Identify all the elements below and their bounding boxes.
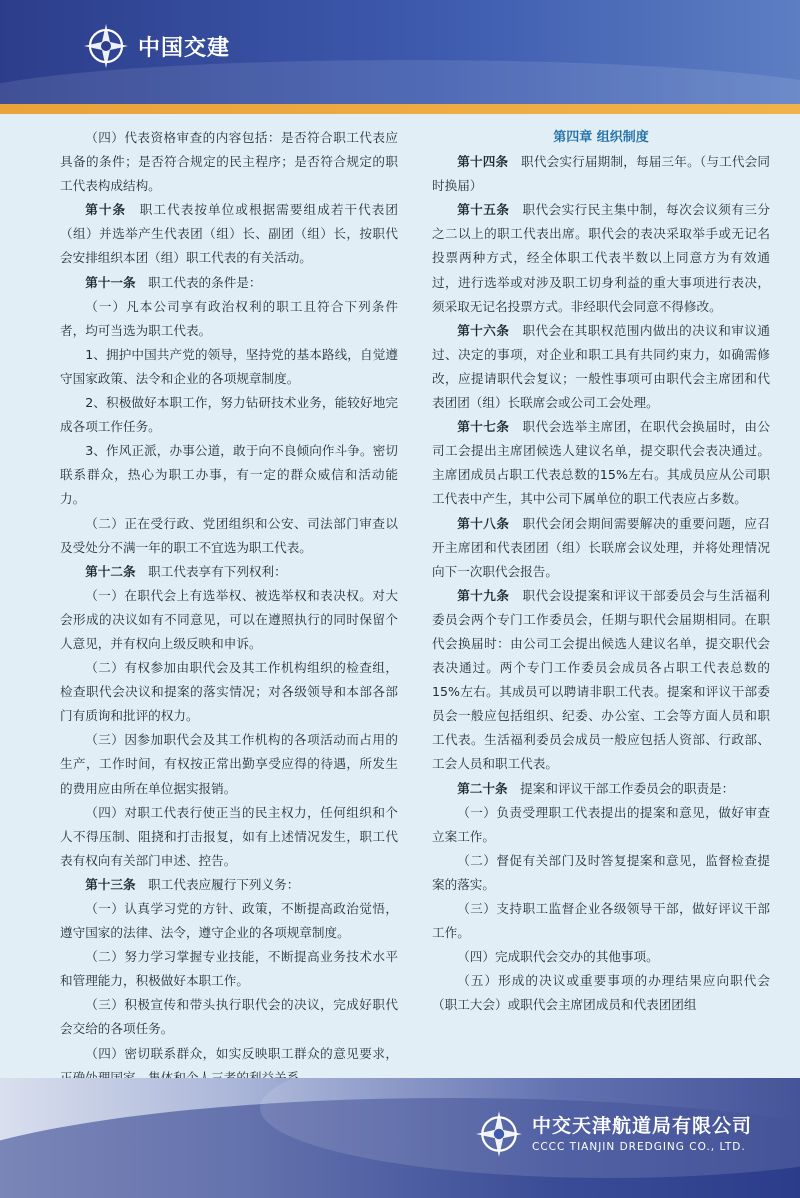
article-number: 第二十条 bbox=[457, 780, 508, 796]
paragraph-text: 职工代表的条件是： bbox=[148, 274, 262, 290]
company-name-cn: 中交天津航道局有限公司 bbox=[532, 1115, 753, 1137]
clause-paragraph bbox=[60, 728, 398, 800]
paragraph-text: 职代会实行届期制，每届三年。（与工代会同时换届） bbox=[432, 154, 771, 194]
clause-paragraph bbox=[60, 295, 398, 343]
paragraph-text: （五）形成的决议或重要事项的办理结果应向职代会（职工大会）或职代会主席团成员和代表团团组 bbox=[432, 973, 770, 1013]
article-paragraph bbox=[432, 415, 770, 511]
clause-paragraph bbox=[432, 969, 770, 1017]
clause-paragraph bbox=[60, 945, 398, 993]
paragraph-text: （一）负责受理职工代表提出的提案和意见，做好审查立案工作。 bbox=[432, 804, 770, 844]
paragraph-text: （四）密切联系群众，如实反映职工群众的意见要求， bbox=[85, 1045, 398, 1061]
clause-paragraph bbox=[60, 584, 398, 656]
article-paragraph bbox=[60, 873, 398, 897]
right-column bbox=[432, 126, 770, 1090]
paragraph-text: 2、积极做好本职工作，努力钻研技术业务，能较好地完成各项工作任务。 bbox=[60, 395, 398, 435]
paragraph-text: （三）因参加职代会及其工作机构的各项活动而占用的生产，工作时间，有权按正常出勤享受应得的待遇，所发生的费用应由所在单位据实报销。 bbox=[60, 732, 398, 796]
cccc-compass-logo-icon bbox=[82, 22, 130, 70]
article-number: 第十九条 bbox=[457, 587, 510, 603]
article-paragraph bbox=[60, 271, 398, 295]
article-number: 第十一条 bbox=[85, 274, 136, 290]
clause-paragraph bbox=[432, 801, 770, 849]
header-brand bbox=[82, 22, 230, 70]
paragraph-text: （二）努力学习掌握专业技能，不断提高业务技术水平和管理能力，积极做好本职工作。 bbox=[60, 949, 398, 989]
paragraph-text: （三）支持职工监督企业各级领导干部，做好评议干部工作。 bbox=[432, 901, 770, 941]
paragraph-text: （二）正在受行政、党团组织和公安、司法部门审查以及受处分不满一年的职工不宜选为职工代表。 bbox=[60, 515, 398, 555]
clause-paragraph bbox=[60, 897, 398, 945]
paragraph-text: 职工代表应履行下列义务： bbox=[148, 876, 300, 892]
document-body bbox=[60, 126, 770, 1090]
paragraph-text: （二）督促有关部门及时答复提案和意见，监督检查提案的落实。 bbox=[432, 852, 770, 892]
paragraph-text: （四）代表资格审查的内容包括：是否符合职工代表应具备的条件；是否符合规定的民主程序；是否符合规定的职工代表构成结构。 bbox=[60, 130, 398, 194]
paragraph-text: 职代会实行民主集中制，每次会议须有三分之二以上的职工代表出席。职代会的表决采取举手或无记名投票两种方式，经全体职工代表半数以上同意方为有效通过，进行选举或对涉及职工切身利益的重大事项进行表决，须采取无记名投票方式。非经职代会同意不得修改。 bbox=[432, 202, 771, 314]
article-number: 第十四条 bbox=[457, 154, 509, 170]
accent-bar bbox=[0, 104, 800, 114]
paragraph-text: （二）有权参加由职代会及其工作机构组织的检查组，检查职代会决议和提案的落实情况；对各级领导和本部各部门有质询和批评的权力。 bbox=[60, 660, 398, 724]
clause-paragraph bbox=[432, 849, 770, 897]
paragraph-text: 职工代表享有下列权利： bbox=[148, 563, 287, 579]
clause-paragraph bbox=[60, 391, 398, 439]
company-name-en: CCCC TIANJIN DREDGING CO., LTD. bbox=[532, 1141, 746, 1153]
paragraph-text: 职代会闭会期间需要解决的重要问题，应召开主席团和代表团团（组）长联席会议处理，并将处理情况向下一次职代会报告。 bbox=[432, 515, 771, 579]
article-number: 第十条 bbox=[85, 202, 127, 218]
article-number: 第十六条 bbox=[457, 322, 510, 338]
article-paragraph bbox=[432, 319, 770, 415]
article-number: 第十五条 bbox=[457, 202, 510, 218]
paragraph-text: 3、作风正派，办事公道，敢于向不良倾向作斗争。密切联系群众，热心为职工办事，有一定的群众威信和活动能力。 bbox=[60, 443, 398, 507]
clause-paragraph bbox=[60, 126, 398, 198]
cccc-compass-logo-icon bbox=[474, 1109, 524, 1159]
paragraph-text: （一）认真学习党的方针、政策，不断提高政治觉悟，遵守国家的法律、法令，遵守企业的各项规章制度。 bbox=[60, 901, 398, 941]
article-paragraph bbox=[432, 584, 770, 777]
article-paragraph bbox=[60, 560, 398, 584]
article-number: 第十八条 bbox=[457, 515, 510, 531]
clause-paragraph bbox=[432, 897, 770, 945]
paragraph-text: （四）对职工代表行使正当的民主权力，任何组织和个人不得压制、阻挠和打击报复，如有上述情况发生，职工代表有权向有关部门申述、控告。 bbox=[60, 804, 398, 868]
left-column bbox=[60, 126, 398, 1090]
clause-paragraph bbox=[60, 993, 398, 1041]
paragraph-text: 提案和评议干部工作委员会的职责是： bbox=[520, 780, 735, 796]
clause-paragraph bbox=[432, 945, 770, 969]
article-number: 第十七条 bbox=[457, 419, 510, 435]
footer-brand bbox=[474, 1109, 752, 1159]
article-paragraph bbox=[432, 198, 770, 318]
brand-name: 中国交建 bbox=[138, 35, 231, 61]
paragraph-text: 职代会在其职权范围内做出的决议和审议通过、决定的事项，对企业和职工具有共同约束力，如确需修改，应提请职代会复议；一般性事项可由职代会主席团和代表团团（组）长联席会或公司工会处理。 bbox=[432, 322, 771, 411]
clause-paragraph bbox=[60, 801, 398, 873]
footer-company bbox=[532, 1113, 752, 1155]
paragraph-text: 职代会设提案和评议干部委员会与生活福利委员会两个专门工作委员会，任期与职代会届期相同。在职代会换届时：由公司工会提出候选人建议名单，提交职代会表决通过。两个专门工作委员会成员各占职工代表总数的15%左右。其成员可以聘请非职工代表。提案和评议干部委员会一般应包括组织、纪委、办公室、工会等方面人员和职工代表。生活福利委员会成员一般应包括人资部、行政部、工会人员和职工代表。 bbox=[432, 587, 771, 772]
clause-paragraph bbox=[60, 343, 398, 391]
clause-paragraph bbox=[60, 512, 398, 560]
clause-paragraph bbox=[60, 656, 398, 728]
paragraph-text: 1、拥护中国共产党的领导，坚持党的基本路线，自觉遵守国家政策、法令和企业的各项规章制度。 bbox=[60, 346, 398, 386]
right-paragraphs bbox=[432, 150, 770, 1017]
article-paragraph bbox=[432, 777, 770, 801]
article-paragraph bbox=[60, 198, 398, 270]
article-number: 第十二条 bbox=[85, 563, 136, 579]
article-number: 第十三条 bbox=[85, 876, 136, 892]
paragraph-text: （三）积极宣传和带头执行职代会的决议，完成好职代会交给的各项任务。 bbox=[60, 997, 398, 1037]
article-paragraph bbox=[432, 150, 770, 198]
article-paragraph bbox=[432, 512, 770, 584]
paragraph-text: （一）在职代会上有选举权、被选举权和表决权。对大会形成的决议如有不同意见，可以在遵照执行的同时保留个人意见，并有权向上级反映和申诉。 bbox=[60, 587, 398, 651]
clause-paragraph bbox=[60, 439, 398, 511]
chapter-title: 第四章 组织制度 bbox=[553, 130, 649, 145]
paragraph-text: （一）凡本公司享有政治权利的职工且符合下列条件者，均可当选为职工代表。 bbox=[60, 298, 398, 338]
paragraph-text: 职代会选举主席团，在职代会换届时，由公司工会提出主席团候选人建议名单，提交职代会表决通过。主席团成员占职工代表总数的15%左右。其成员应从公司职工代表中产生，其中公司下属单位的职工代表应占多数。 bbox=[432, 419, 771, 507]
paragraph-text: 职工代表按单位或根据需要组成若干代表团（组）并选举产生代表团（组）长、副团（组）长，按职代会安排组织本团（组）职工代表的有关活动。 bbox=[60, 202, 399, 266]
paragraph-text: （四）完成职代会交办的其他事项。 bbox=[457, 949, 659, 965]
